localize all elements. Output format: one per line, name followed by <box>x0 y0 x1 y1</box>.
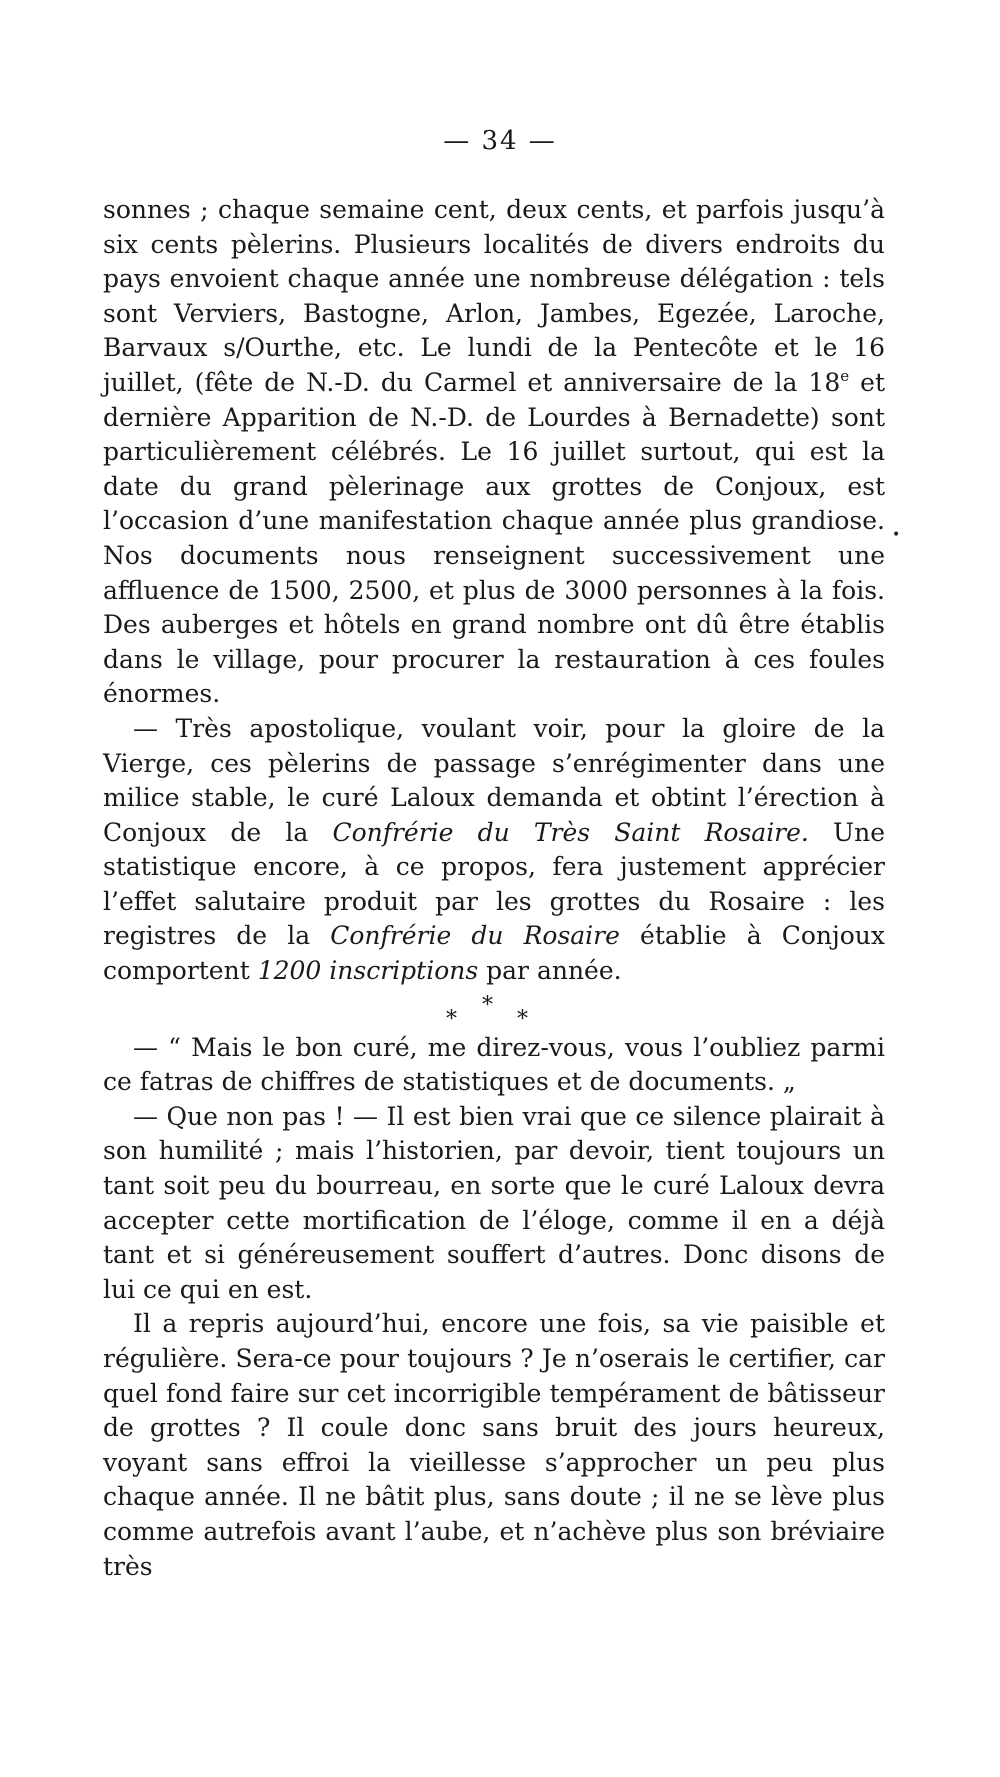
asterism-star-top: * <box>482 992 493 1018</box>
paragraph-1-text-b: et dernière Apparition de N.-D. de Lourdes à Bernadette) sont particulièrement célébrés. Le 16 juillet surtout, qui est la date du grand pèlerinage aux grottes de Conjoux, est l’occasion d’une manifestation chaque année plus grandiose. Nos documents nous renseignent successivement une affluence de 1500, 2500, et plus de 3000 personnes à la fois. Des auberges et hôtels en grand nombre ont dû être établis dans le village, pour procurer la restauration à ces foules énormes. <box>103 367 885 709</box>
asterism-star-left: * <box>446 1006 457 1032</box>
italic-inscriptions: 1200 inscriptions <box>257 956 479 986</box>
paragraph-2-text-d: par année. <box>478 956 622 986</box>
paragraph-2-text-a: — Très apostolique, voulant voir, pour la gloire de la Vierge, ces pèlerins de passage s’enrégimenter dans une milice stable, le curé Laloux demanda et obtint l’érection à Conjoux de la <box>103 713 885 847</box>
margin-mark: • <box>892 527 901 543</box>
paragraph-2-text-b: Une statistique encore, à ce propos, fera justement apprécier l’effet salutaire produit par les grottes du Rosaire : les registres de la <box>103 817 886 951</box>
asterism-divider <box>103 989 885 1031</box>
ordinal-superscript: e <box>840 366 850 385</box>
paragraph-1 <box>103 193 885 712</box>
paragraph-2 <box>103 712 885 989</box>
body-text <box>103 193 885 1584</box>
italic-confrerie-name: Confrérie du Rosaire <box>330 921 620 951</box>
paragraph-3: — “ Mais le bon curé, me direz-vous, vous l’oubliez parmi ce fatras de chiffres de statistiques et de documents. „ <box>103 1032 885 1097</box>
asterism-star-right: * <box>517 1006 528 1032</box>
page-number: — 34 — <box>443 126 557 156</box>
paragraph-5: Il a repris aujourd’hui, encore une fois, sa vie paisible et régulière. Sera-ce pour toujours ? Je n’oserais le certifier, car quel fond faire sur cet incorrigible tempérament de bâtisseur de grottes ? Il coule donc sans bruit des jours heureux, voyant sans effroi la vieillesse s’approcher un peu plus chaque année. Il ne bâtit plus, sans doute ; il ne se lève plus comme autrefois avant l’aube, et n’achève plus son bréviaire très <box>103 1309 885 1581</box>
paragraph-2-text-c: établie à Conjoux comportent <box>103 921 885 986</box>
italic-confrerie-title: Confrérie du Très Saint Rosaire. <box>332 817 809 847</box>
paragraph-4: — Que non pas ! — Il est bien vrai que ce silence plairait à son humilité ; mais l’historien, par devoir, tient toujours un tant soit peu du bourreau, en sorte que le curé Laloux devra accepter cette mortification de l’éloge, comme il en a déjà tant et si généreusement souffert d’autres. Donc disons de lui ce qui en est. <box>103 1101 885 1304</box>
paragraph-1-text-a: sonnes ; chaque semaine cent, deux cents, et parfois jusqu’à six cents pèlerins. Plusieurs localités de divers endroits du pays envoient chaque année une nombreuse délégation : tels sont Verviers, Bastogne, Arlon, Jambes, Egezée, Laroche, Barvaux s/Ourthe, etc. Le lundi de la Pentecôte et le 16 juillet, (fête de N.-D. du Carmel et anniversaire de la 18 <box>103 195 885 397</box>
